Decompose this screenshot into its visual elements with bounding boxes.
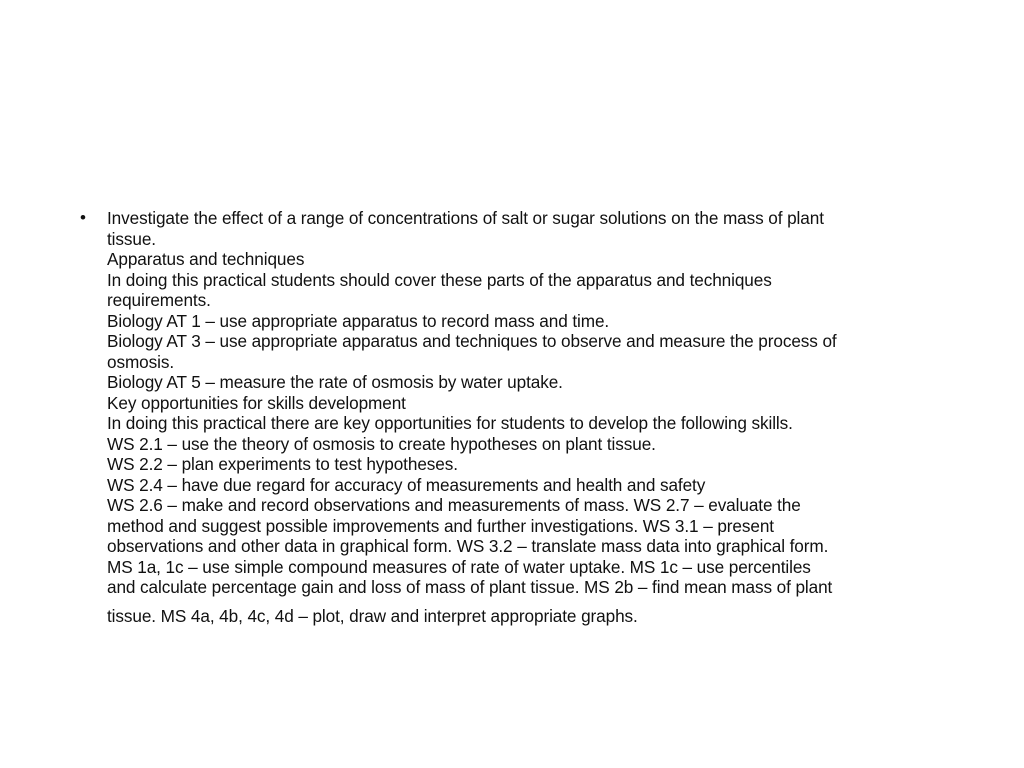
text-line: Biology AT 5 – measure the rate of osmosis by water uptake. [107,372,563,392]
slide-body [80,208,948,626]
text-line: Biology AT 1 – use appropriate apparatus to record mass and time. [107,310,610,331]
text-line: tissue. [107,228,156,249]
text-line: Investigate the effect of a range of concentrations of salt or sugar solutions on the mass of plant [107,208,824,228]
text-line: and calculate percentage gain and loss of mass of plant tissue. MS 2b – find mean mass of plant [107,577,833,597]
text-line: MS 1a, 1c – use simple compound measures of rate of water uptake. MS 1c – use percentiles [107,556,811,577]
section-heading: Apparatus and techniques [107,249,305,269]
text-line: osmosis. [107,351,175,372]
bullet-text [107,208,948,626]
text-line: method and suggest possible improvements and further investigations. WS 3.1 – present [107,515,774,536]
bullet-marker: • [80,208,86,227]
bullet-item [80,208,948,626]
text-line: requirements. [107,290,211,310]
text-line: In doing this practical students should cover these parts of the apparatus and techniques [107,269,772,290]
text-line: WS 2.4 – have due regard for accuracy of measurements and health and safety [107,474,706,495]
text-line: WS 2.6 – make and record observations and measurements of mass. WS 2.7 – evaluate the [107,495,801,515]
text-line: WS 2.1 – use the theory of osmosis to create hypotheses on plant tissue. [107,433,656,454]
section-heading: Key opportunities for skills development [107,392,406,413]
text-line: tissue. MS 4a, 4b, 4c, 4d – plot, draw and interpret appropriate graphs. [107,605,638,626]
text-line: In doing this practical there are key opportunities for students to develop the following skills. [107,413,793,433]
text-line: Biology AT 3 – use appropriate apparatus and techniques to observe and measure the process of [107,331,837,351]
text-line: observations and other data in graphical form. WS 3.2 – translate mass data into graphical form. [107,536,829,556]
text-line: WS 2.2 – plan experiments to test hypotheses. [107,454,458,474]
